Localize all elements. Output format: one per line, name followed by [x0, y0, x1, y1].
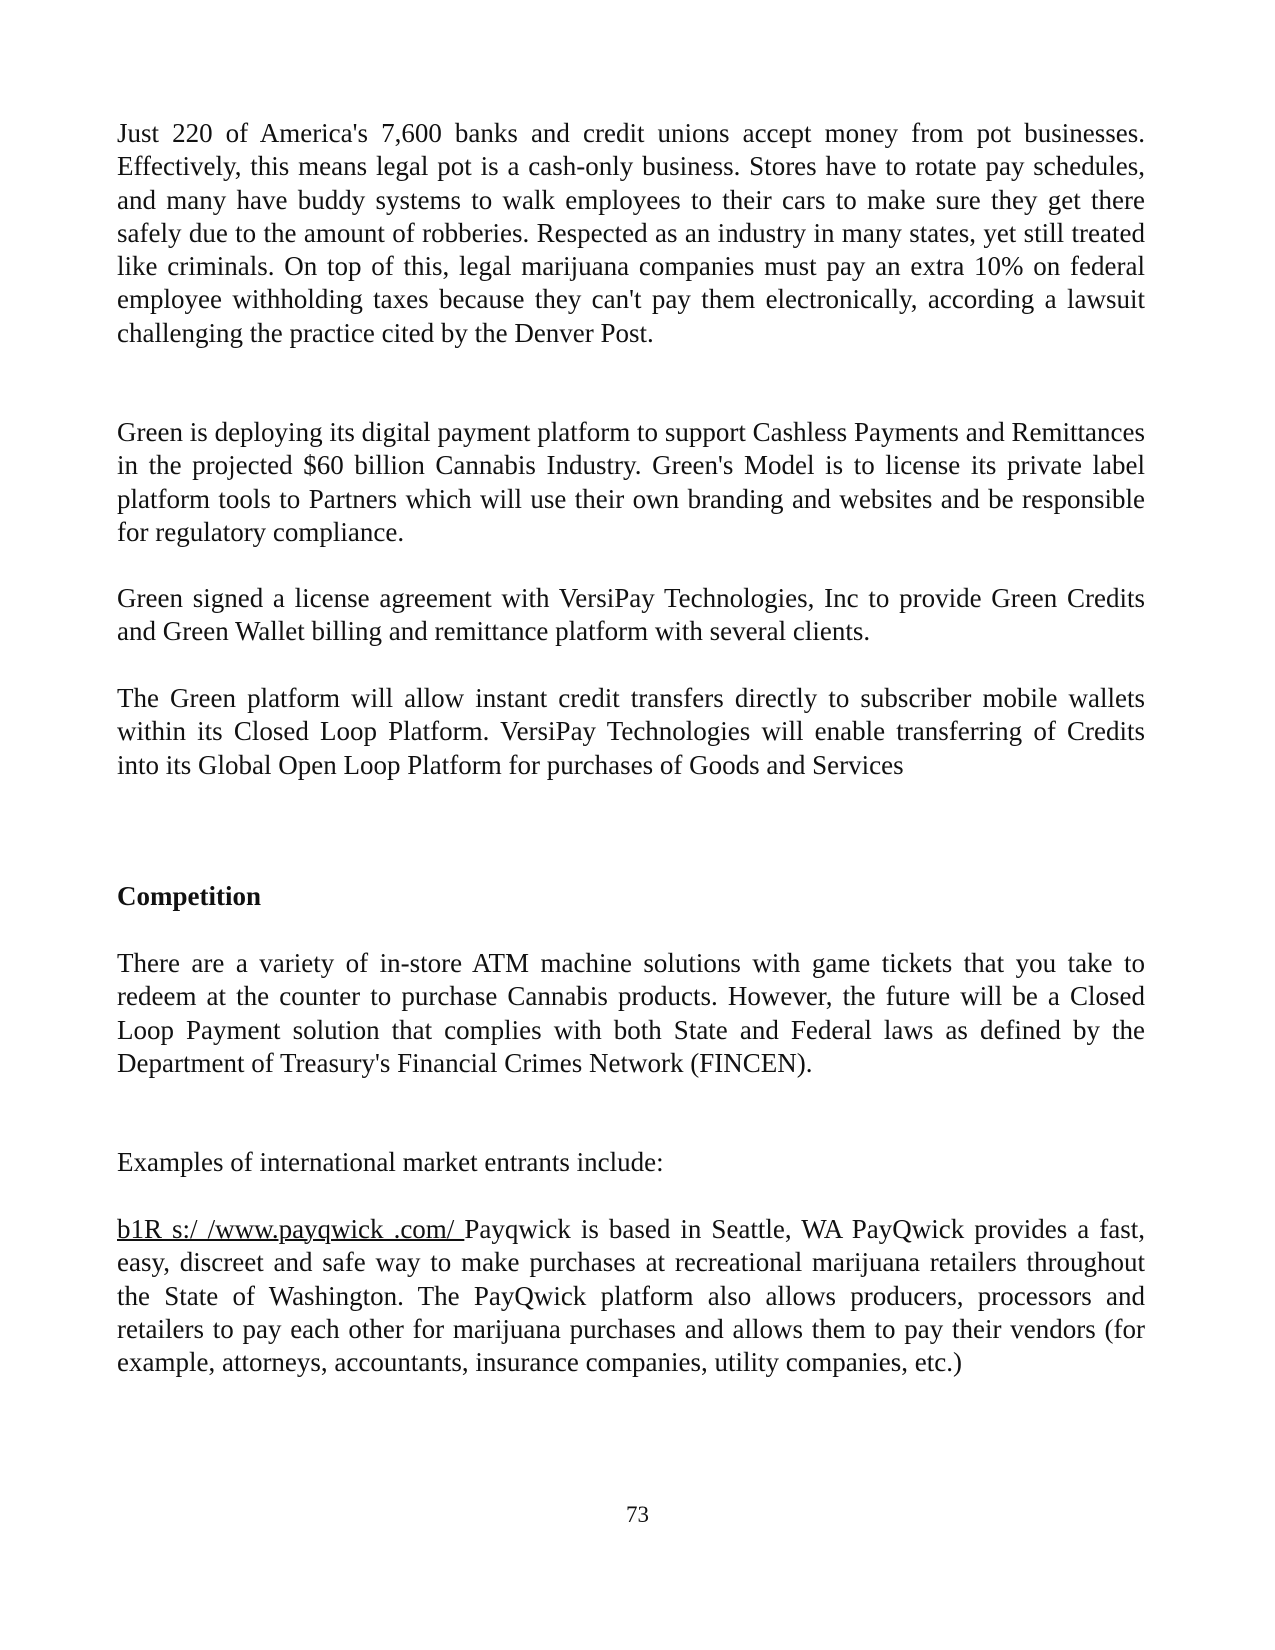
paragraph-examples-intro: Examples of international market entrants include: — [117, 1147, 664, 1177]
paragraph-banking: Just 220 of America's 7,600 banks and credit unions accept money from pot businesses. Effectively, this means legal pot is a cash-only business. Stores have to rotate pay schedules, and many have buddy systems to walk employees to their cars to make sure they get there safely due to the amount of robberies. Respected as an industry in many states, yet still treated like criminals. On top of this, legal marijuana companies must pay an extra 10% on federal employee withholding taxes because they can't pay them electronically, according a lawsuit challenging the practice cited by the Denver Post. — [117, 118, 1145, 348]
paragraph-versipay-license: Green signed a license agreement with VersiPay Technologies, Inc to provide Green Credits and Green Wallet billing and remittance platform with several clients. — [117, 583, 1145, 647]
paragraph-closed-loop: The Green platform will allow instant credit transfers directly to subscriber mobile wallets within its Closed Loop Platform. VersiPay Technologies will enable transferring of Credits into its Global Open Loop Platform for purchases of Goods and Services — [117, 683, 1145, 780]
page-number: 73 — [626, 1502, 649, 1527]
section-heading-competition: Competition — [117, 881, 261, 911]
payqwick-description: Payqwick is based in Seattle, WA PayQwick provides a fast, easy, discreet and safe way to make purchases at recreational marijuana retailers throughout the State of Washington. The PayQwick platform also allows producers, processors and retailers to pay each other for marijuana purchases and allows them to pay their vendors (for example, attorneys, accountants, insurance companies, utility companies, etc.) — [117, 1214, 1146, 1378]
payqwick-link[interactable]: b1R s:/ /www.payqwick .com/ — [117, 1214, 465, 1244]
paragraph-payqwick — [117, 1213, 1145, 1379]
paragraph-green-platform: Green is deploying its digital payment platform to support Cashless Payments and Remittances in the projected $60 billion Cannabis Industry. Green's Model is to license its private label platform tools to Partners which will use their own branding and websites and be responsible for regulatory compliance. — [117, 417, 1145, 547]
paragraph-competition: There are a variety of in-store ATM machine solutions with game tickets that you take to redeem at the counter to purchase Cannabis products. However, the future will be a Closed Loop Payment solution that complies with both State and Federal laws as defined by the Department of Treasury's Financial Crimes Network (FINCEN). — [117, 948, 1145, 1078]
